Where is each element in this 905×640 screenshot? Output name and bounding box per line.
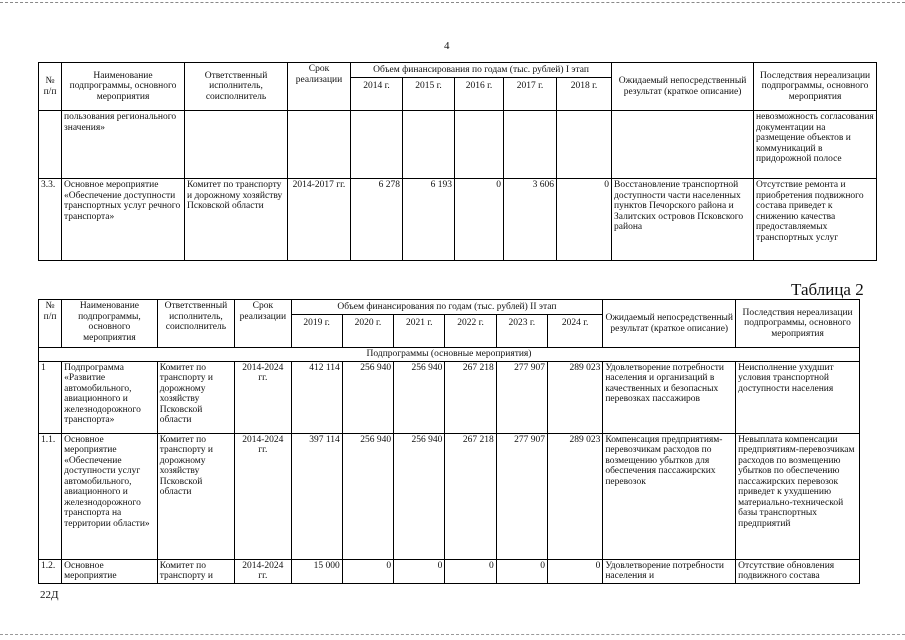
row-value: 256 940 (342, 433, 393, 559)
row-num: 1.2. (39, 559, 62, 583)
row-value: 289 023 (547, 433, 602, 559)
row-value (504, 111, 557, 179)
row-name: Основное мероприятие «Обеспечение доступности услуг автомобильного, авиационного и железнодорожного транспорта на территории области» (62, 433, 158, 559)
row-term: 2014-2024 гг. (235, 559, 291, 583)
row-value: 256 940 (342, 361, 393, 433)
row-term: 2014-2024 гг. (235, 433, 291, 559)
row-value: 0 (394, 559, 445, 583)
row-value (557, 111, 612, 179)
row-value: 267 218 (445, 433, 496, 559)
footer-code: 22Д (40, 589, 59, 601)
row-result: Удовлетворение потребности населения и организаций в качественных и безопасных перевозках пассажиров (603, 361, 736, 433)
header-row (39, 300, 860, 315)
header-responsible: Ответственный исполнитель, соисполнитель (157, 300, 234, 348)
header-name: Наименование подпрограммы, основного мероприятия (62, 300, 158, 348)
row-consequences: Невыплата компенсации предприятиям-перевозчикам расходов по возмещению убытков по обеспечению пассажирских перевозок приведет к ухудшению материально-технической базы транспортных предприятий (736, 433, 860, 559)
header-year: 2023 г. (496, 315, 547, 348)
row-responsible: Комитет по транспорту и дорожному хозяйству Псковской области (157, 361, 234, 433)
header-year: 2020 г. (342, 315, 393, 348)
header-funding: Объем финансирования по годам (тыс. рублей) I этап (351, 63, 612, 78)
row-value (403, 111, 455, 179)
scan-edge-top (0, 2, 905, 3)
row-result: Удовлетворение потребности населения и (603, 559, 736, 583)
header-term: Срок реализации (288, 63, 351, 111)
header-funding: Объем финансирования по годам (тыс. рублей) II этап (291, 300, 603, 315)
row-num: 1.1. (39, 433, 62, 559)
header-year: 2015 г. (403, 78, 455, 111)
header-year: 2022 г. (445, 315, 496, 348)
row-responsible: Комитет по транспорту и дорожному хозяйству Псковской области (157, 433, 234, 559)
funding-table-stage-1 (38, 62, 877, 261)
row-consequences: Отсутствие ремонта и приобретения подвижного состава приведет к снижению качества предоставляемых транспортных услуг (754, 179, 877, 261)
table-row (39, 559, 860, 583)
header-result: Ожидаемый непосредственный результат (краткое описание) (612, 63, 754, 111)
row-num: 1 (39, 361, 62, 433)
row-responsible: Комитет по транспорту и (157, 559, 234, 583)
row-consequences: невозможность согласования документации на размещение объектов и коммуникаций в придорожной полосе (754, 111, 877, 179)
row-result: Компенсация предприятиям-перевозчикам расходов по возмещению убытков для обеспечения пассажирских перевозок (603, 433, 736, 559)
row-value: 6 278 (351, 179, 403, 261)
row-value: 3 606 (504, 179, 557, 261)
row-responsible (185, 111, 288, 179)
header-num: № п/п (39, 300, 62, 348)
row-value: 256 940 (394, 433, 445, 559)
header-year: 2024 г. (547, 315, 602, 348)
table-row (39, 179, 877, 261)
row-name: Основное мероприятие «Обеспечение доступности транспортных услуг речного транспорта» (62, 179, 185, 261)
row-responsible: Комитет по транспорту и дорожному хозяйству Псковской области (185, 179, 288, 261)
table-row (39, 111, 877, 179)
section-row (39, 348, 860, 362)
row-term (288, 111, 351, 179)
row-value: 0 (455, 179, 504, 261)
header-consequences: Последствия нереализации подпрограммы, основного мероприятия (736, 300, 860, 348)
row-value (351, 111, 403, 179)
row-num: 3.3. (39, 179, 62, 261)
row-value: 0 (496, 559, 547, 583)
header-term: Срок реализации (235, 300, 291, 348)
row-consequences: Неисполнение ухудшит условия транспортной доступности населения (736, 361, 860, 433)
row-value: 412 114 (291, 361, 342, 433)
row-value: 397 114 (291, 433, 342, 559)
row-value: 277 907 (496, 433, 547, 559)
table-2-label: Таблица 2 (791, 280, 864, 299)
header-row (39, 63, 877, 78)
row-value: 0 (445, 559, 496, 583)
header-year: 2017 г. (504, 78, 557, 111)
header-year: 2019 г. (291, 315, 342, 348)
scan-edge-bottom (0, 634, 905, 635)
header-name: Наименование подпрограммы, основного мероприятия (62, 63, 185, 111)
row-value: 277 907 (496, 361, 547, 433)
row-result: Восстановление транспортной доступности части населенных пунктов Печорского района и Залитских островов Псковского района (612, 179, 754, 261)
row-value: 6 193 (403, 179, 455, 261)
row-name: пользования регионального значения» (62, 111, 185, 179)
row-num (39, 111, 62, 179)
section-title: Подпрограммы (основные мероприятия) (39, 348, 860, 362)
row-value: 0 (547, 559, 602, 583)
row-term: 2014-2024 гг. (235, 361, 291, 433)
header-num: № п/п (39, 63, 62, 111)
row-name: Основное мероприятие (62, 559, 158, 583)
header-result: Ожидаемый непосредственный результат (краткое описание) (603, 300, 736, 348)
row-consequences: Отсутствие обновления подвижного состава (736, 559, 860, 583)
header-year: 2014 г. (351, 78, 403, 111)
row-term: 2014-2017 гг. (288, 179, 351, 261)
header-year: 2016 г. (455, 78, 504, 111)
row-name: Подпрограмма «Развитие автомобильного, авиационного и железнодорожного транспорта» (62, 361, 158, 433)
page-number: 4 (444, 40, 450, 52)
header-consequences: Последствия нереализации подпрограммы, основного мероприятия (754, 63, 877, 111)
funding-table-stage-2 (38, 299, 860, 584)
header-year: 2018 г. (557, 78, 612, 111)
table-row (39, 361, 860, 433)
row-value: 289 023 (547, 361, 602, 433)
row-value: 0 (557, 179, 612, 261)
row-result (612, 111, 754, 179)
row-value: 0 (342, 559, 393, 583)
row-value (455, 111, 504, 179)
header-responsible: Ответственный исполнитель, соисполнитель (185, 63, 288, 111)
header-year: 2021 г. (394, 315, 445, 348)
row-value: 15 000 (291, 559, 342, 583)
row-value: 256 940 (394, 361, 445, 433)
table-row (39, 433, 860, 559)
row-value: 267 218 (445, 361, 496, 433)
